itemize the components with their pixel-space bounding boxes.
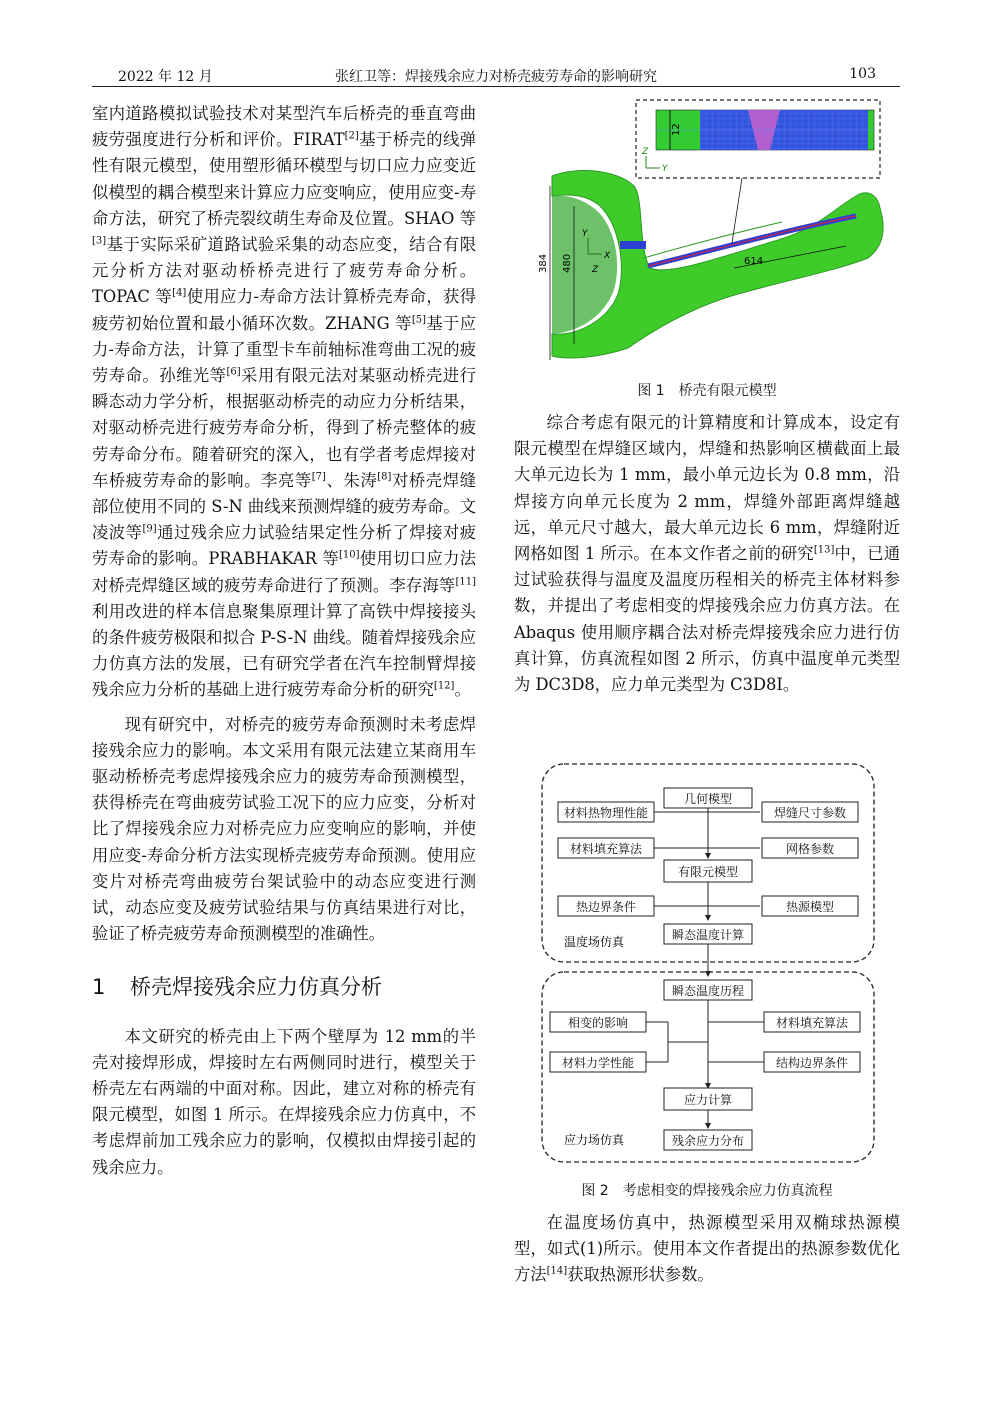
node-weld-size: 焊缝尺寸参数 (773, 806, 847, 820)
node-fe-model: 有限元模型 (677, 865, 739, 879)
header-date: 2022 年 12 月 (118, 69, 213, 85)
node-fill-algo-2: 材料填充算法 (775, 1016, 849, 1030)
left-paragraph-1: 室内道路模拟试验技术对某型汽车后桥壳的垂直弯曲疲劳强度进行分析和评价。FIRAT[2]基于桥壳的线弹性有限元模型，使用塑形循环模型与切口应力应变近似模型的耦合模型来计算应力应变响应，使用应变-寿命方法，研究了桥壳裂纹萌生寿命及位置。SHAO 等[3]基于实际采矿道路试验采集的动态应变，结合有限元分析方法对驱动桥桥壳进行了疲劳寿命分析。TOPAC 等[4]使用应力-寿命方法计算桥壳寿命，获得疲劳初始位置和最小循环次数。ZHANG 等[5]基于应力-寿命方法，计算了重型卡车前轴标准弯曲工况的疲劳寿命。孙维光等[6]采用有限元法对某驱动桥壳进行瞬态动力学分析，根据驱动桥壳的动应力分析结果，对驱动桥壳进行疲劳寿命分析，得到了桥壳整体的疲劳寿命分布。随着研究的深入，也有学者考虑焊接对车桥疲劳寿命的影响。李亮等[7]、朱涛[8]对桥壳焊缝部位使用不同的 S-N 曲线来预测焊缝的疲劳寿命。文凌波等[9]通过残余应力试验结果定性分析了焊接对疲劳寿命的影响。PRABHAKAR 等[10]使用切口应力法对桥壳焊缝区域的疲劳寿命进行了预测。李存海等[11]利用改进的样本信息聚集原理计算了高铁中焊接接头的条件疲劳极限和拟合 P-S-N 曲线。随着焊接残余应力仿真方法的发展，已有研究学者在汽车控制臂焊接残余应力分析的基础上进行疲劳寿命分析的研究[12]。 (92, 104, 476, 700)
dim-480-label: 480 (562, 253, 573, 273)
node-heat-source: 热源模型 (785, 900, 835, 914)
figure-2-flowchart (538, 760, 878, 1170)
node-thermo-props: 材料热物理性能 (563, 806, 649, 820)
node-struct-bc: 结构边界条件 (775, 1056, 849, 1070)
inset-axis-y: Y (662, 164, 668, 174)
right-paragraph-2: 在温度场仿真中，热源模型采用双椭球热源模型，如式(1)所示。使用本文作者提出的热源参数优化方法[14]获取热源形状参数。 (514, 1213, 900, 1285)
label-temperature-sim: 温度场仿真 (564, 935, 625, 949)
node-geometry: 几何模型 (683, 792, 733, 806)
section-heading: 1 桥壳焊接残余应力仿真分析 (92, 974, 382, 999)
axis-x: X (604, 251, 611, 261)
node-mech-props: 材料力学性能 (561, 1056, 635, 1070)
figure-1-fe-model (538, 98, 888, 368)
label-stress-sim: 应力场仿真 (564, 1133, 625, 1147)
node-residual-stress: 残余应力分布 (671, 1134, 745, 1148)
right-column-top (514, 410, 900, 698)
page-number: 103 (849, 66, 876, 82)
node-transient-calc: 瞬态温度计算 (671, 928, 745, 942)
left-paragraph-2: 现有研究中，对桥壳的疲劳寿命预测时未考虑焊接残余应力的影响。本文采用有限元法建立某商用车驱动桥桥壳考虑焊接残余应力的疲劳寿命预测模型，获得桥壳在弯曲疲劳试验工况下的应力应变，分析对比了焊接残余应力对桥壳应力应变响应的影响，并使用应变-寿命分析方法实现桥壳疲劳寿命预测。使用应变片对桥壳弯曲疲劳台架试验中的动态应变进行测试，动态应变及疲劳试验结果与仿真结果进行对比，验证了桥壳疲劳寿命预测模型的准确性。 (92, 714, 476, 944)
dim-384-label: 384 (538, 253, 549, 273)
header-title: 张红卫等：焊接残余应力对桥壳疲劳寿命的影响研究 (335, 69, 657, 85)
node-mesh-params: 网格参数 (785, 842, 835, 856)
dim-12-label: 12 (671, 123, 682, 136)
figure-1-caption: 图 1 桥壳有限元模型 (637, 383, 777, 399)
figure-2-caption: 图 2 考虑相变的焊接残余应力仿真流程 (581, 1183, 833, 1199)
page-header (92, 64, 900, 87)
axis-y: Y (582, 229, 588, 239)
node-thermal-bc: 热边界条件 (575, 900, 637, 914)
left-column (92, 101, 476, 1181)
node-transient-history: 瞬态温度历程 (671, 984, 745, 998)
node-fill-algo-1: 材料填充算法 (569, 842, 643, 856)
axis-z: Z (592, 265, 599, 275)
dim-614-label: 614 (744, 256, 764, 267)
left-paragraph-3: 本文研究的桥壳由上下两个壁厚为 12 mm的半壳对接焊形成，焊接时左右两侧同时进行，模型关于桥壳左右两端的中面对称。因此，建立对称的桥壳有限元模型，如图 1 所示。在焊接残余应力仿真中，不考虑焊前加工残余应力的影响，仅模拟由焊接引起的残余应力。 (92, 1026, 476, 1177)
right-column-bottom (514, 1210, 900, 1289)
inset-axis-z: Z (642, 147, 649, 157)
right-paragraph-1: 综合考虑有限元的计算精度和计算成本，设定有限元模型在焊缝区域内，焊缝和热影响区横截面上最大单元边长为 1 mm，最小单元边长为 0.8 mm，沿焊接方向单元长度为 2 mm，焊缝外部距离焊缝越远，单元尺寸越大，最大单元边长 6 mm，焊缝附近网格如图 1 所示。在本文作者之前的研究[13]中，已通过试验获得与温度及温度历程相关的桥壳主体材料参数，并提出了考虑相变的焊接残余应力仿真方法。在 Abaqus 使用顺序耦合法对桥壳焊接残余应力进行仿真计算，仿真流程如图 2 所示，仿真中温度单元类型为 DC3D8，应力单元类型为 C3D8I。 (514, 413, 900, 695)
node-phase-effect: 相变的影响 (567, 1016, 629, 1030)
node-stress-calc: 应力计算 (683, 1093, 733, 1107)
